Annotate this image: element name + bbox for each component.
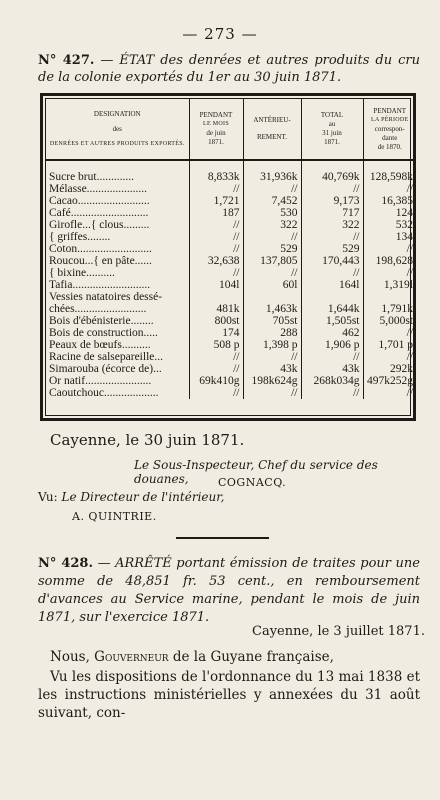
heading-title-rest: des denrées et autres produits du cru de la colonie exportés du 1er au 30 juin 1871. (38, 53, 420, 85)
table-row (46, 160, 416, 183)
row-value: // (301, 351, 363, 363)
table-body (46, 160, 416, 399)
header-col2-l3: de juin (206, 129, 226, 137)
row-value: // (243, 387, 301, 399)
row-value: // (406, 351, 413, 363)
decree-place-date: Cayenne, le 3 juillet 1871. (252, 624, 425, 639)
paragraph-rest: de la Guyane française, (172, 649, 334, 665)
row-value: // (243, 267, 301, 279)
row-value: // (189, 231, 243, 243)
decree-text: ARRÊTÉ portant émission de traites pour une somme de 48,851 fr. 53 cent., en remboursement d'avances au Service marine, pendant le mois de juin 1871, sur l'exercice 1871. (38, 556, 420, 625)
row-label: Sucre brut............. (46, 160, 189, 183)
row-value: 1,791k (381, 303, 413, 315)
row-value: // (189, 387, 243, 399)
header-col4-l3: 31 juin (322, 129, 342, 137)
row-value: // (406, 183, 413, 195)
row-value: // (301, 387, 363, 399)
row-label: { griffes........ (46, 231, 189, 243)
heading-dash: — (100, 53, 114, 68)
row-value: 1,701 p (378, 339, 413, 351)
row-value: // (243, 351, 301, 363)
vu-text: Le Directeur de l'intérieur, (61, 490, 225, 504)
table-row (46, 255, 416, 267)
row-value: // (301, 183, 363, 195)
row-value: // (243, 231, 301, 243)
row-value: 497k252g (367, 375, 413, 387)
row-value: 137,805 (243, 255, 301, 267)
row-value: // (301, 231, 363, 243)
table-header-row (46, 99, 416, 160)
header-col5-l3: correspon- (374, 124, 405, 133)
header-designation-bottom: DENRÉES ET AUTRES PRODUITS EXPORTÉS. (49, 140, 185, 147)
row-value: 187 (189, 207, 243, 219)
header-col4-l2: au (328, 120, 336, 128)
row-label: Roucou...{ en pâte...... (46, 255, 189, 267)
vu-name: A. QUINTRIE. (72, 510, 157, 523)
header-designation-mid: des (112, 124, 122, 133)
header-col4-l1: TOTAL (320, 111, 344, 119)
row-value: 174 (189, 327, 243, 339)
vu-label: Vu: (38, 490, 58, 504)
row-label: Peaux de bœufs.......... (46, 339, 189, 351)
row-value: 5,000st (379, 315, 413, 327)
row-value: 31,936k (243, 160, 301, 183)
row-value: // (406, 267, 413, 279)
table-row (46, 363, 416, 375)
table-row (46, 315, 416, 327)
heading-number: N° 427. (38, 53, 95, 68)
row-value: 40,769k (301, 160, 363, 183)
table-row (46, 303, 416, 315)
export-table-frame (40, 93, 416, 421)
row-label: Caoutchouc................... (46, 387, 189, 399)
table-row (46, 327, 416, 339)
table-row (46, 231, 416, 243)
row-value: 462 (301, 327, 363, 339)
decree-number: N° 428. (38, 556, 93, 571)
row-value: // (243, 183, 301, 195)
table-row (46, 243, 416, 255)
row-value: 322 (301, 219, 363, 231)
row-value: 288 (243, 327, 301, 339)
row-label: chées......................... (46, 303, 189, 315)
table-row (46, 339, 416, 351)
row-value: 1,398 p (243, 339, 301, 351)
table-row (46, 195, 416, 207)
row-label: Or natif....................... (46, 375, 189, 387)
row-label: Bois d'ébénisterie........ (46, 315, 189, 327)
row-value: // (406, 243, 413, 255)
table-row (46, 267, 416, 279)
table-row (46, 183, 416, 195)
row-value: 198,628 (375, 255, 413, 267)
header-designation-top: DESIGNATION (93, 109, 141, 118)
row-value: 16,385 (381, 195, 413, 207)
header-col2-l2: LE MOIS (203, 121, 229, 127)
header-col3-l2: REMENT. (256, 133, 287, 141)
row-value: 705st (243, 315, 301, 327)
table-row (46, 219, 416, 231)
row-label: Mélasse..................... (46, 183, 189, 195)
row-value: 1,463k (243, 303, 301, 315)
row-value: 508 p (189, 339, 243, 351)
row-value: 1,505st (301, 315, 363, 327)
paragraph-lead: Nous, (50, 649, 90, 665)
table-row (46, 375, 416, 387)
dateline: Cayenne, le 30 juin 1871. (50, 431, 245, 449)
row-label: Simarouba (écorce de)... (46, 363, 189, 375)
heading-title-italic: ÉTAT (119, 53, 155, 68)
signature-name: COGNACQ. (218, 476, 287, 489)
table-row (46, 291, 416, 303)
header-col5 (363, 99, 416, 160)
row-label: Cacao......................... (46, 195, 189, 207)
row-value: 164l (301, 279, 363, 291)
row-label: Café........................... (46, 207, 189, 219)
row-value: // (189, 267, 243, 279)
row-value: 322 (243, 219, 301, 231)
document-heading (38, 52, 420, 86)
row-value: 104l (189, 279, 243, 291)
row-label: Tafia........................... (46, 279, 189, 291)
row-value: 1,721 (189, 195, 243, 207)
row-value: 717 (301, 207, 363, 219)
header-col4-l4: 1871. (324, 138, 340, 146)
page-number: — 273 — (182, 25, 258, 43)
row-value (189, 291, 243, 303)
row-value: 8,833k (189, 160, 243, 183)
signature-title: Le Sous-Inspecteur, Chef du service des douanes, (134, 458, 378, 486)
table-row (46, 387, 416, 399)
row-value: 1,644k (301, 303, 363, 315)
row-label: Girofle...{ clous......... (46, 219, 189, 231)
table-row (46, 279, 416, 291)
row-value: 1,319l (383, 279, 413, 291)
row-value (301, 291, 363, 303)
export-table (46, 99, 416, 399)
table-row (46, 351, 416, 363)
row-value: 7,452 (243, 195, 301, 207)
row-value: 124 (395, 207, 413, 219)
row-value: 32,638 (189, 255, 243, 267)
row-value: // (189, 363, 243, 375)
header-col3-l1: ANTÉRIEU- (253, 116, 291, 124)
row-value: // (189, 219, 243, 231)
row-label: Bois de construction..... (46, 327, 189, 339)
row-value (243, 291, 301, 303)
decree-heading (38, 555, 420, 627)
row-value: 529 (243, 243, 301, 255)
row-value: 292k (390, 363, 413, 375)
header-designation (46, 99, 189, 160)
row-value (363, 291, 416, 303)
vu-line (38, 490, 224, 504)
row-value: // (406, 327, 413, 339)
header-col3 (243, 99, 301, 160)
row-value: 134 (395, 231, 413, 243)
row-value: 268k034g (301, 375, 363, 387)
row-value: // (301, 267, 363, 279)
row-label: Racine de salsepareille... (46, 351, 189, 363)
row-label: { bixine.......... (46, 267, 189, 279)
row-value: 532 (395, 219, 413, 231)
export-table-inner (45, 98, 411, 416)
row-label: Vessies natatoires dessé- (46, 291, 189, 303)
header-col5-l2: LA PÉRIODE (371, 116, 409, 123)
row-value: 481k (189, 303, 243, 315)
header-col2-l1: PENDANT (199, 111, 233, 119)
row-value: 9,173 (301, 195, 363, 207)
header-col5-l1: PENDANT (373, 106, 407, 115)
paragraph-governor (38, 648, 420, 666)
row-value: 198k624g (243, 375, 301, 387)
row-value: 1,906 p (301, 339, 363, 351)
decree-dash: — (97, 556, 111, 571)
row-value: // (406, 387, 413, 399)
row-value: // (189, 351, 243, 363)
row-value: 60l (243, 279, 301, 291)
header-col4 (301, 99, 363, 160)
paragraph-title: Gouverneur (94, 649, 169, 665)
header-col5-l5: de 1870. (377, 142, 402, 151)
header-col2 (189, 99, 243, 160)
row-value: 800st (189, 315, 243, 327)
row-value: 69k410g (189, 375, 243, 387)
row-value: 529 (301, 243, 363, 255)
header-col2-l4: 1871. (208, 138, 224, 146)
row-value: // (189, 243, 243, 255)
paragraph-considerations: Vu les dispositions de l'ordonnance du 13 mai 1838 et les instructions ministérielles y annexées du 31 août suivant, con- (38, 669, 420, 721)
table-row (46, 207, 416, 219)
row-label: Coton.......................... (46, 243, 189, 255)
row-value: 170,443 (301, 255, 363, 267)
row-value: 530 (243, 207, 301, 219)
row-value: 43k (243, 363, 301, 375)
header-col5-l4: dante (382, 133, 398, 142)
row-value: 43k (301, 363, 363, 375)
row-value: // (189, 183, 243, 195)
section-divider (176, 537, 269, 539)
row-value: 128,598k (369, 171, 413, 183)
